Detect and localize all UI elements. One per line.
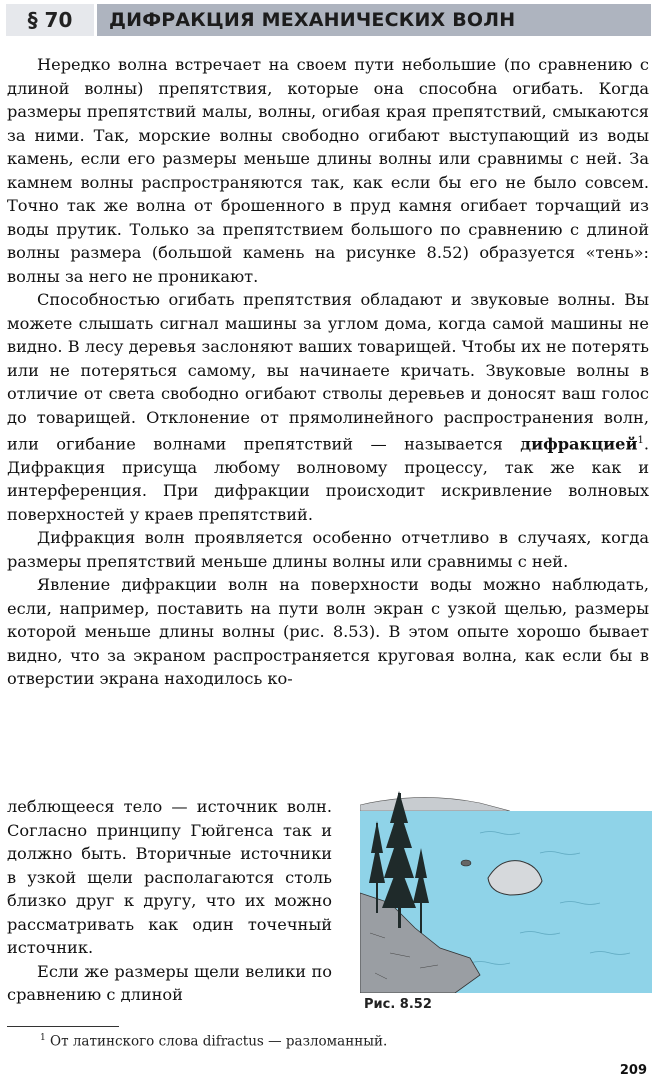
- footnote-divider: [7, 1026, 119, 1027]
- figure-8-52: [360, 783, 652, 993]
- figure-caption: Рис. 8.52: [364, 997, 432, 1012]
- body-text: [7, 53, 649, 691]
- paragraph-4-continued: леблющееся тело — источник волн. Согласно принципу Гюйгенса так и должно быть. Вторичные источники в узкой щели располагаются столь близко друг к другу, что их можно рассматривать как один точечный источник.: [7, 797, 332, 957]
- section-number: § 70: [6, 4, 97, 36]
- term-diffraction: дифракцией: [520, 434, 638, 454]
- page-number: 209: [619, 1063, 647, 1078]
- wrapped-text: [7, 795, 332, 1007]
- paragraph-3: Дифракция волн проявляется особенно отчетливо в случаях, когда размеры препятствий меньше длины волны или сравнимы с ней.: [7, 528, 649, 571]
- paragraph-5: Если же размеры щели велики по сравнению с длиной: [7, 961, 332, 1004]
- footnote-ref: 1: [637, 435, 644, 446]
- section-title: ДИФРАКЦИЯ МЕХАНИЧЕСКИХ ВОЛН: [109, 9, 516, 31]
- section-header: [6, 4, 651, 36]
- paragraph-2: Способностью огибать препятствия обладают и звуковые волны. Вы можете слышать сигнал машины за углом дома, когда самой машины не видно. В лесу деревья заслоняют ваших товарищей. Чтобы их не потерять или не потеряться самому, вы начинаете кричать. Звуковые волны в отличие от света свободно огибают стволы деревьев и доносят ваш голос до товарищей. Отклонение от прямолинейного распространения волн, или огибание волнами препятствий — называется дифракцией$^1$. Дифракция присуща любому волновому процессу, так же как и интерференция. При дифракции происходит искривление волновых поверхностей у краев препятствий.: [7, 290, 649, 524]
- paragraph-4: Явление дифракции волн на поверхности воды можно наблюдать, если, например, поставить на пути волн экран с узкой щелью, размеры которой меньше длины волны (рис. 8.53). В этом опыте хорошо бывает видно, что за экраном распространяется круговая волна, как если бы в отверстии экрана находилось ко-: [7, 575, 649, 689]
- footnote: $^1$ От латинского слова difractus — разломанный.: [40, 1033, 388, 1050]
- paragraph-1: Нередко волна встречает на своем пути небольшие (по сравнению с длиной волны) препятствия, которые она способна огибать. Когда размеры препятствий малы, волны, огибая края препятствий, смыкаются за ними. Так, морские волны свободно огибают выступающий из воды камень, если его размеры меньше длины волны или сравнимы с ней. За камнем волны распространяются так, как если бы его не было совсем. Точно так же волна от брошенного в пруд камня огибает торчащий из воды прутик. Только за препятствием большого по сравнению с длиной волны размера (большой камень на рисунке 8.52) образуется «тень»: волны за него не проникают.: [7, 55, 649, 286]
